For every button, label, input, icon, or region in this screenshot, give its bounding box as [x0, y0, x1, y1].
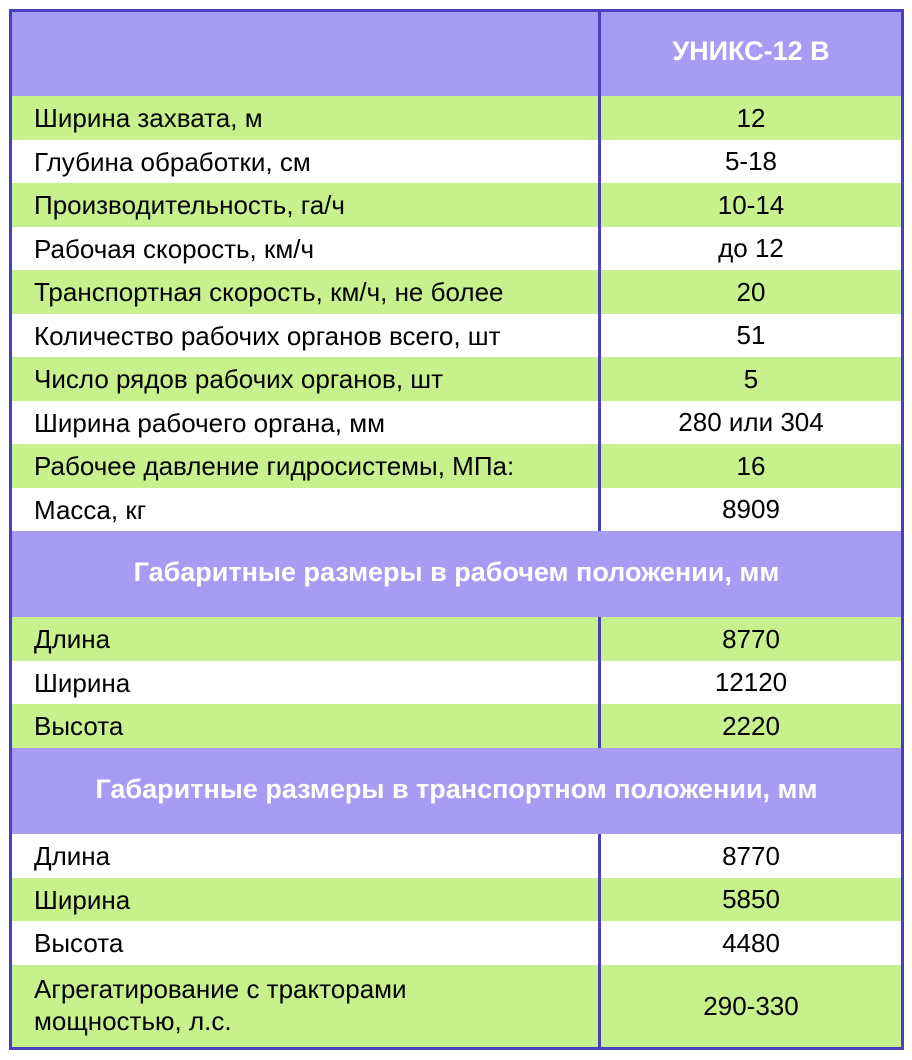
row-value: 280 или 304: [678, 407, 824, 437]
row-value: 5-18: [724, 146, 778, 176]
row-label: Длина: [34, 841, 111, 871]
row-value: 5850: [722, 884, 780, 914]
row-label: Ширина рабочего органа, мм: [34, 407, 385, 438]
header-row: [12, 12, 901, 96]
table-row: [12, 357, 901, 401]
row-label: Рабочее давление гидросистемы, МПа:: [34, 451, 515, 481]
column-divider: [598, 12, 601, 96]
row-value: 4480: [722, 927, 780, 958]
table-row: [12, 140, 901, 183]
section-header-working: [12, 531, 901, 617]
row-value: 20: [736, 276, 766, 307]
row-value: 290-330: [703, 991, 799, 1021]
table-row: [12, 401, 901, 444]
table-row: [12, 488, 901, 531]
row-value: 5: [743, 363, 759, 394]
row-label: Ширина: [34, 884, 131, 915]
table-row: [12, 270, 901, 314]
row-value: 8909: [722, 494, 780, 524]
row-label: Глубина обработки, см: [34, 146, 311, 177]
column-divider: [598, 617, 601, 748]
table-row: [12, 617, 901, 661]
table-row: [12, 661, 901, 704]
table-row: [12, 444, 901, 488]
row-label-line2: мощностью, л.с.: [34, 1006, 232, 1036]
row-label: Производительность, га/ч: [34, 190, 345, 220]
table-row: [12, 96, 901, 140]
table-row: [12, 878, 901, 921]
specs-table: [9, 9, 904, 1050]
row-value: до 12: [718, 233, 784, 263]
row-value: 16: [736, 450, 766, 481]
row-label: Длина: [34, 624, 111, 654]
row-label: Масса, кг: [34, 494, 147, 525]
row-value: 51: [736, 320, 766, 350]
row-value: 2220: [722, 710, 780, 741]
section-title: Габаритные размеры в транспортном положении, мм: [95, 774, 818, 804]
row-label: Высота: [34, 711, 124, 741]
row-label: Высота: [34, 928, 124, 958]
table-row: [12, 314, 901, 357]
row-label: Количество рабочих органов всего, шт: [34, 320, 501, 351]
table-row: [12, 921, 901, 965]
row-label: Транспортная скорость, км/ч, не более: [34, 277, 504, 307]
section-title: Габаритные размеры в рабочем положении, мм: [133, 557, 780, 587]
column-divider: [598, 96, 601, 531]
row-label: Число рядов рабочих органов, шт: [34, 364, 444, 394]
row-label-line1: Агрегатирование с тракторами: [34, 974, 407, 1004]
row-value: 10-14: [717, 189, 785, 220]
row-label: Ширина: [34, 667, 131, 698]
table-row: [12, 834, 901, 878]
column-divider: [598, 834, 601, 1047]
row-value: 8770: [722, 840, 780, 871]
row-value: 12: [736, 102, 766, 133]
section-header-transport: [12, 748, 901, 834]
table-row-aggregation: [12, 965, 901, 1047]
row-value: 12120: [714, 667, 788, 697]
model-title: УНИКС-12 В: [672, 36, 830, 66]
table-row: [12, 704, 901, 748]
row-label: [34, 973, 590, 1037]
table-row: [12, 227, 901, 270]
row-label: Ширина захвата, м: [34, 103, 263, 133]
row-label: Рабочая скорость, км/ч: [34, 233, 314, 264]
row-value: 8770: [722, 623, 780, 654]
table-row: [12, 183, 901, 227]
